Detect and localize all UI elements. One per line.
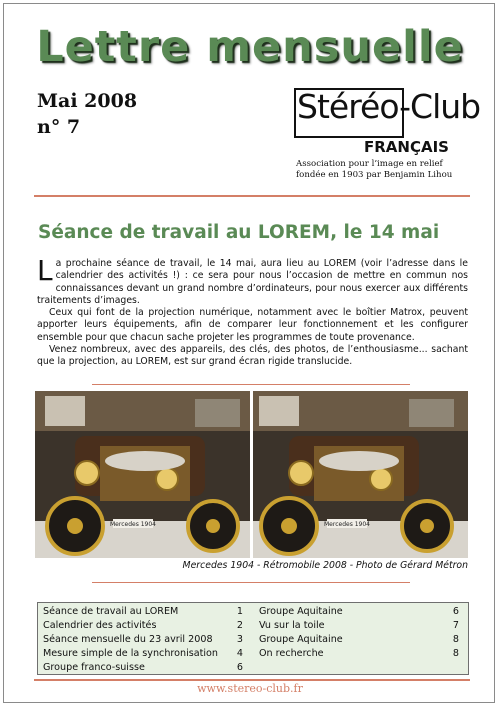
- article-title: Séance de travail au LOREM, le 14 mai: [38, 222, 440, 243]
- car-photo-right-image: [253, 391, 468, 558]
- toc-item[interactable]: Séance mensuelle du 23 avril 2008 3: [43, 634, 243, 645]
- toc-item[interactable]: Groupe Aquitaine 6: [259, 606, 459, 617]
- header-rule: [34, 195, 470, 197]
- toc-item[interactable]: Mesure simple de la synchronisation 4: [43, 648, 243, 659]
- stereo-photo-right: [253, 391, 468, 558]
- newsletter-page: [3, 3, 495, 703]
- toc-left-column: [43, 605, 243, 675]
- toc-right-column: [259, 605, 459, 661]
- plate-right: Mercedes 1904: [324, 521, 370, 528]
- issue-date: Mai 2008: [37, 90, 138, 112]
- toc-item[interactable]: Groupe Aquitaine 8: [259, 634, 459, 645]
- masthead-title: Lettre mensuelle: [36, 22, 464, 72]
- stereo-photo-left: [35, 391, 250, 558]
- article-body: [37, 254, 468, 369]
- toc-item[interactable]: Groupe franco-suisse 6: [43, 662, 243, 673]
- photo-caption: Mercedes 1904 - Rétromobile 2008 - Photo de Gérard Métron: [182, 560, 468, 571]
- drop-cap: L: [37, 254, 53, 287]
- plate-left: Mercedes 1904: [110, 521, 156, 528]
- toc-item[interactable]: Séance de travail au LOREM 1: [43, 606, 243, 617]
- photo-top-rule: [92, 384, 410, 385]
- toc-item[interactable]: Vu sur la toile 7: [259, 620, 459, 631]
- paragraph-1: a prochaine séance de travail, le 14 mai, aura lieu au LOREM (voir l’adresse dans le calendrier des activités !) : ce sera pour nous l’occasion de mettre en commun nos connaissances devant un grand nombre d’ordinateurs, pour nous exercer aux différents traitements d’images.: [37, 258, 468, 306]
- car-photo-left-image: [35, 391, 250, 558]
- association-tagline: Association pour l’image en relief fondée en 1903 par Benjamin Lihou: [296, 159, 453, 180]
- toc-item[interactable]: On recherche 8: [259, 648, 459, 659]
- issue-info: [37, 88, 137, 140]
- website-link[interactable]: www.stereo-club.fr: [197, 682, 303, 695]
- footer-rule: [34, 679, 470, 681]
- caption-rule: [92, 582, 410, 583]
- paragraph-2: Ceux qui font de la projection numérique, notamment avec le boîtier Matrox, peuvent apporter leurs équipements, afin de comparer leur fonctionnement et les configurer ensemble pour que chacun sache projeter les programmes de toute provenance.: [37, 307, 468, 343]
- toc-item[interactable]: Calendrier des activités 2: [43, 620, 243, 631]
- issue-number: n° 7: [37, 116, 81, 138]
- stereo-club-logo: Stéréo-Club: [297, 87, 481, 126]
- table-of-contents: [37, 602, 469, 675]
- logo-subtitle: FRANÇAIS: [364, 138, 449, 156]
- paragraph-3: Venez nombreux, avec des appareils, des clés, des photos, de l’enthousiasme... sachant que la projection, au LOREM, est sur grand écran rigide translucide.: [37, 344, 468, 368]
